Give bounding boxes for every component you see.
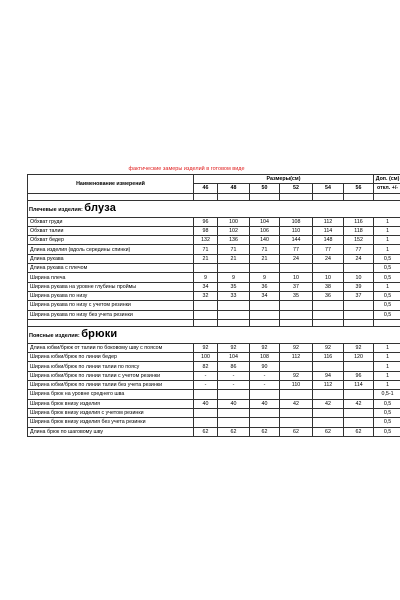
size-value: 94 [313, 371, 344, 380]
size-value [280, 264, 313, 273]
measurement-label: Ширина брюк внизу изделия без учета резинки [28, 418, 194, 427]
size-value: 9 [218, 273, 250, 282]
table-row [28, 390, 400, 399]
table-row [28, 226, 400, 235]
size-value: - [250, 371, 280, 380]
size-value: 104 [218, 353, 250, 362]
size-value: 62 [250, 427, 280, 436]
table-row [28, 291, 400, 300]
measurement-label: Обхват талии [28, 226, 194, 235]
section-name: блуза [84, 201, 117, 214]
size-value [218, 418, 250, 427]
size-value: 144 [280, 236, 313, 245]
size-value: 37 [344, 291, 374, 300]
measurement-label: Обхват груди [28, 217, 194, 226]
size-value: 100 [194, 353, 218, 362]
size-value [194, 408, 218, 417]
size-value: 116 [313, 353, 344, 362]
tolerance-value: 0,5 [374, 408, 400, 417]
tolerance-value: 0,5 [374, 310, 400, 319]
size-value: 110 [280, 226, 313, 235]
tolerance-value: 1 [374, 381, 400, 390]
size-value: 120 [344, 353, 374, 362]
table-row [28, 343, 400, 352]
size-value: 92 [250, 343, 280, 352]
measurement-label: Ширина рукава на уровне глубины проймы [28, 282, 194, 291]
spacer-row [28, 319, 400, 326]
empty-cell [280, 319, 313, 326]
size-value: 42 [313, 399, 344, 408]
tolerance-value: 0,5 [374, 301, 400, 310]
empty-cell [194, 193, 218, 200]
size-value [280, 390, 313, 399]
table-row [28, 236, 400, 245]
size-value [194, 390, 218, 399]
size-value: 86 [218, 362, 250, 371]
size-value [250, 390, 280, 399]
dop-header-line2: откл. +/- [374, 184, 400, 193]
size-value: 110 [280, 381, 313, 390]
measurement-name-header: Наименование измерений [28, 175, 194, 194]
tolerance-value: 0,5 [374, 291, 400, 300]
table-title: фактические замеры изделий в готовом виде [128, 165, 245, 172]
tolerance-value: 1 [374, 217, 400, 226]
measurement-label: Ширина рукава по низу с учетом резинки [28, 301, 194, 310]
table-row [28, 353, 400, 362]
size-value: 118 [344, 226, 374, 235]
size-value: 10 [344, 273, 374, 282]
size-value: 112 [313, 381, 344, 390]
size-value [313, 418, 344, 427]
size-value: 136 [218, 236, 250, 245]
sizes-header: Размеры(см) [194, 175, 374, 184]
section-header-row [28, 200, 400, 217]
size-value: 140 [250, 236, 280, 245]
size-value: 148 [313, 236, 344, 245]
size-value [194, 418, 218, 427]
size-value: 82 [194, 362, 218, 371]
size-value: 77 [344, 245, 374, 254]
size-value [280, 310, 313, 319]
size-value: 42 [280, 399, 313, 408]
size-value [194, 301, 218, 310]
empty-cell [250, 319, 280, 326]
size-value: 35 [280, 291, 313, 300]
empty-cell [218, 319, 250, 326]
size-value: 36 [250, 282, 280, 291]
size-value: - [194, 371, 218, 380]
measurement-label: Ширина юбки/брюк по линии талии по поясу [28, 362, 194, 371]
measurement-label: Ширина брюк на уровне среднего шва [28, 390, 194, 399]
empty-cell [218, 193, 250, 200]
section-prefix: Поясные изделия: [29, 332, 80, 339]
size-header: 50 [250, 184, 280, 193]
size-value [344, 264, 374, 273]
size-value: 96 [344, 371, 374, 380]
measurements-sheet [27, 163, 400, 437]
size-value: 114 [313, 226, 344, 235]
size-value [313, 362, 344, 371]
empty-cell [374, 319, 400, 326]
size-value: 62 [218, 427, 250, 436]
empty-cell [374, 193, 400, 200]
tolerance-value: 1 [374, 343, 400, 352]
size-value [280, 418, 313, 427]
table-row [28, 301, 400, 310]
measurement-label: Длина рукава [28, 254, 194, 263]
size-value: 62 [313, 427, 344, 436]
size-value [344, 310, 374, 319]
size-value [218, 301, 250, 310]
size-value: - [218, 381, 250, 390]
table-row [28, 362, 400, 371]
section-title [28, 326, 400, 343]
size-value: 92 [313, 343, 344, 352]
measurement-label: Ширина рукава по низу [28, 291, 194, 300]
size-value: 116 [344, 217, 374, 226]
table-row [28, 371, 400, 380]
size-value [280, 301, 313, 310]
size-value [280, 408, 313, 417]
measurement-label: Обхват бедер [28, 236, 194, 245]
empty-cell [280, 193, 313, 200]
size-value: 33 [218, 291, 250, 300]
size-value: 40 [250, 399, 280, 408]
size-value [313, 390, 344, 399]
table-row [28, 418, 400, 427]
size-value: 96 [194, 217, 218, 226]
size-header: 48 [218, 184, 250, 193]
size-value: 92 [194, 343, 218, 352]
size-value: 108 [280, 217, 313, 226]
size-value: 9 [194, 273, 218, 282]
size-value: 24 [344, 254, 374, 263]
size-value: 92 [344, 343, 374, 352]
size-value [344, 408, 374, 417]
size-value: 104 [250, 217, 280, 226]
tolerance-value: 0,5-1 [374, 390, 400, 399]
empty-cell [28, 193, 194, 200]
table-row [28, 427, 400, 436]
size-value: 10 [280, 273, 313, 282]
tolerance-value: 1 [374, 362, 400, 371]
measurement-label: Ширина плеча [28, 273, 194, 282]
table-row [28, 254, 400, 263]
size-header: 54 [313, 184, 344, 193]
tolerance-value: 0,5 [374, 418, 400, 427]
size-value: 21 [194, 254, 218, 263]
size-value [250, 301, 280, 310]
header-row-1 [28, 175, 400, 184]
measurement-label: Ширина брюк внизу изделия с учетом резинки [28, 408, 194, 417]
size-value [280, 362, 313, 371]
measurement-label: Длина юбки/брюк от талии по боковому шву с поясом [28, 343, 194, 352]
tolerance-value: 1 [374, 245, 400, 254]
size-value: 9 [250, 273, 280, 282]
size-value: 24 [280, 254, 313, 263]
measurement-label: Длина изделия (вдоль середины спинки) [28, 245, 194, 254]
table-row [28, 310, 400, 319]
size-value: - [194, 381, 218, 390]
empty-cell [344, 319, 374, 326]
size-value: - [250, 381, 280, 390]
size-value [194, 264, 218, 273]
size-value [313, 310, 344, 319]
measurement-label: Ширина юбки/брюк по линии талии без учета резинки [28, 381, 194, 390]
measurement-label: Ширина брюк внизу изделия [28, 399, 194, 408]
size-value [344, 362, 374, 371]
size-value [344, 301, 374, 310]
measurement-label: Длина брюк по шаговому шву [28, 427, 194, 436]
size-value: 92 [218, 343, 250, 352]
measurement-label: Ширина юбки/брюк по линии бедер [28, 353, 194, 362]
size-value: 132 [194, 236, 218, 245]
size-value: 36 [313, 291, 344, 300]
size-value [218, 408, 250, 417]
section-name: брюки [81, 327, 118, 340]
size-value: 37 [280, 282, 313, 291]
size-header: 52 [280, 184, 313, 193]
size-value [194, 310, 218, 319]
tolerance-value: 0,5 [374, 254, 400, 263]
size-value [313, 264, 344, 273]
title-row [28, 163, 400, 175]
section-title [28, 200, 400, 217]
size-value [313, 408, 344, 417]
size-value: 77 [313, 245, 344, 254]
size-header: 56 [344, 184, 374, 193]
size-value [250, 310, 280, 319]
size-value: 42 [344, 399, 374, 408]
size-value: 40 [218, 399, 250, 408]
size-value [344, 390, 374, 399]
size-value: 71 [218, 245, 250, 254]
empty-cell [344, 193, 374, 200]
size-value: 62 [194, 427, 218, 436]
tolerance-value: 1 [374, 353, 400, 362]
size-value: 92 [280, 371, 313, 380]
size-value: 77 [280, 245, 313, 254]
tolerance-value: 0,5 [374, 273, 400, 282]
size-value: 108 [250, 353, 280, 362]
measurements-table [27, 163, 400, 437]
size-header: 46 [194, 184, 218, 193]
size-value: 38 [313, 282, 344, 291]
tolerance-value: 1 [374, 282, 400, 291]
size-value: 90 [250, 362, 280, 371]
size-value: 32 [194, 291, 218, 300]
table-row [28, 399, 400, 408]
dop-header-line1: Доп. (см) [374, 175, 400, 184]
size-value: 21 [218, 254, 250, 263]
measurement-label: Ширина юбки/брюк по линии талии с учетом резинки [28, 371, 194, 380]
size-value: 10 [313, 273, 344, 282]
size-value: 39 [344, 282, 374, 291]
size-value: 112 [313, 217, 344, 226]
size-value [218, 264, 250, 273]
size-value: 114 [344, 381, 374, 390]
table-row [28, 264, 400, 273]
tolerance-value: 1 [374, 226, 400, 235]
size-value: 40 [194, 399, 218, 408]
table-row [28, 273, 400, 282]
table-row [28, 282, 400, 291]
tolerance-value: 0,5 [374, 399, 400, 408]
empty-cell [28, 319, 194, 326]
size-value [250, 264, 280, 273]
size-value: 100 [218, 217, 250, 226]
empty-cell [313, 193, 344, 200]
size-value [250, 408, 280, 417]
size-value: 106 [250, 226, 280, 235]
empty-cell [194, 319, 218, 326]
tolerance-value: 1 [374, 236, 400, 245]
tolerance-value: 0,5 [374, 427, 400, 436]
size-value: 71 [250, 245, 280, 254]
size-value: 35 [218, 282, 250, 291]
size-value: 71 [194, 245, 218, 254]
size-value: 112 [280, 353, 313, 362]
measurement-label: Длина рукава с плечом [28, 264, 194, 273]
size-value: 102 [218, 226, 250, 235]
table-row [28, 381, 400, 390]
empty-cell [250, 193, 280, 200]
table-row [28, 217, 400, 226]
size-value: 24 [313, 254, 344, 263]
size-value: 34 [194, 282, 218, 291]
size-value: 62 [280, 427, 313, 436]
size-value [344, 418, 374, 427]
section-prefix: Плечевые изделия: [29, 206, 83, 213]
size-value: - [218, 371, 250, 380]
tolerance-value: 0,5 [374, 264, 400, 273]
size-value [218, 390, 250, 399]
empty-cell [313, 319, 344, 326]
section-header-row [28, 326, 400, 343]
size-value: 21 [250, 254, 280, 263]
spacer-row [28, 193, 400, 200]
tolerance-value: 1 [374, 371, 400, 380]
measurement-label: Ширина рукава по низу без учета резинки [28, 310, 194, 319]
size-value: 34 [250, 291, 280, 300]
size-value [218, 310, 250, 319]
table-row [28, 245, 400, 254]
size-value: 98 [194, 226, 218, 235]
size-value: 152 [344, 236, 374, 245]
size-value: 92 [280, 343, 313, 352]
size-value [313, 301, 344, 310]
table-row [28, 408, 400, 417]
size-value: 62 [344, 427, 374, 436]
size-value [250, 418, 280, 427]
